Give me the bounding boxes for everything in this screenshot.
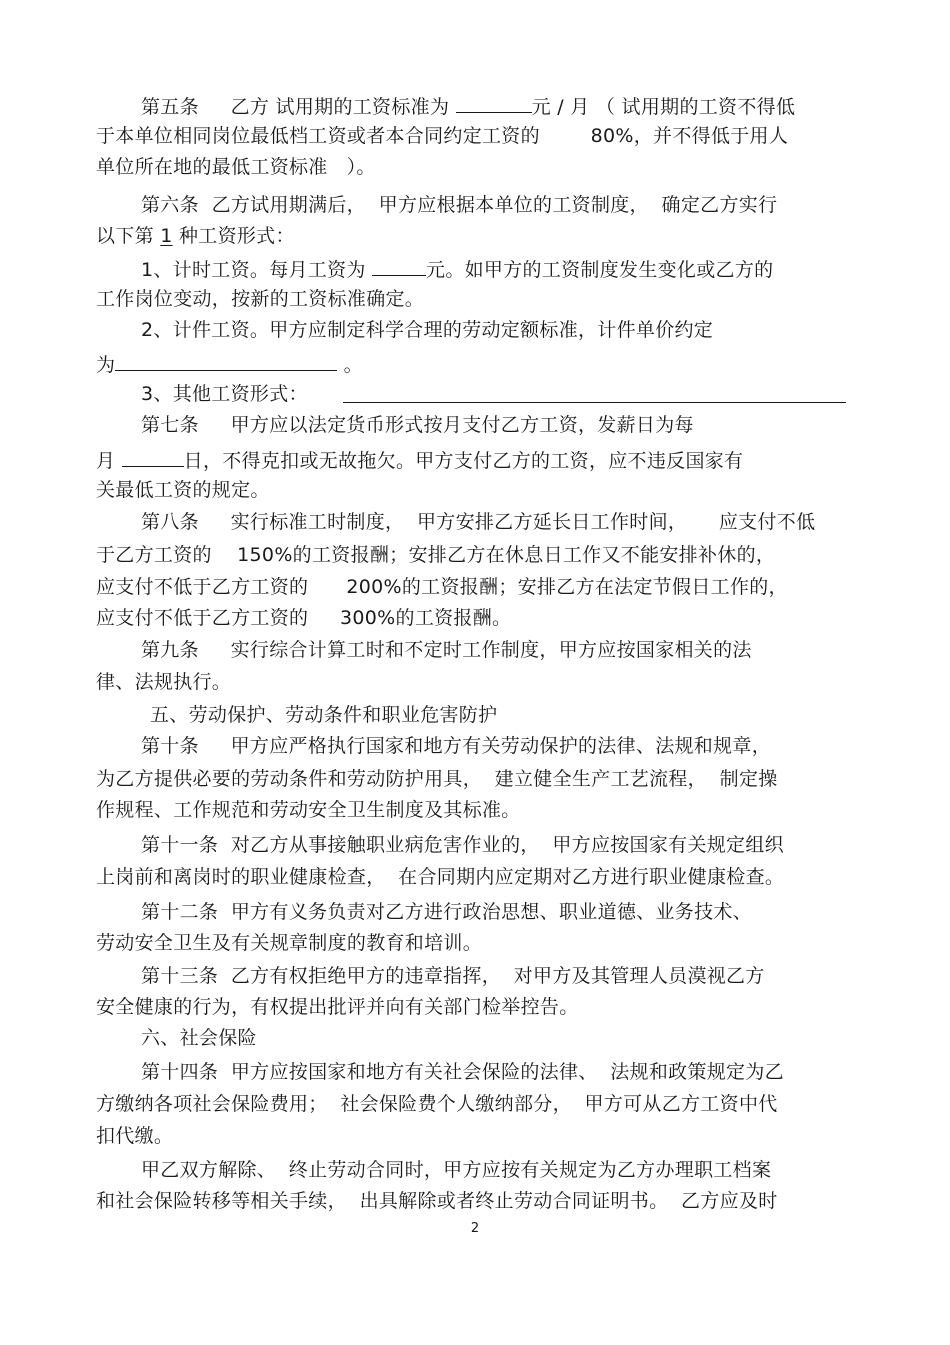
article-10-line-2: 为乙方提供必要的劳动条件和劳动防护用具， 建立健全生产工艺流程， 制定操	[96, 768, 778, 790]
piece-wage-end: 。	[337, 354, 363, 376]
article-13-line-2: 安全健康的行为，有权提出批评并向有关部门检举控告。	[96, 996, 579, 1018]
monthly-wage-blank[interactable]	[372, 255, 426, 276]
piece-wage-line-2	[96, 350, 363, 377]
section-5-heading: 五、劳动保护、劳动条件和职业危害防护	[150, 704, 498, 726]
article-5-line-2: 于本单位相同岗位最低档工资或者本合同约定工资的 80%，并不得低于用人	[96, 125, 789, 147]
hourly-wage-label: 1、计时工资。每月工资为	[141, 259, 373, 281]
article-13-line-1: 第十三条 乙方有权拒绝甲方的违章指挥， 对甲方及其管理人员漠视乙方	[141, 965, 765, 987]
payday-blank[interactable]	[122, 446, 184, 467]
trial-wage-blank[interactable]	[456, 92, 532, 113]
closing-paragraph-line-1: 甲乙双方解除、 终止劳动合同时，甲方应按有关规定为乙方办理职工档案	[141, 1159, 772, 1181]
article-9-line-2: 律、法规执行。	[96, 671, 232, 693]
article-6-text: 以下第	[96, 225, 161, 247]
article-6-line-2	[96, 224, 295, 248]
article-9-line-1: 第九条 实行综合计算工时和不定时工作制度，甲方应按国家相关的法	[141, 639, 752, 661]
page-number: 2	[470, 1221, 480, 1236]
piece-rate-blank[interactable]	[115, 350, 337, 371]
closing-paragraph-line-2: 和社会保险转移等相关手续， 出具解除或者终止劳动合同证明书。 乙方应及时	[96, 1190, 778, 1212]
article-8-line-3: 应支付不低于乙方工资的 200%的工资报酬；安排乙方在法定节假日工作的，	[96, 576, 788, 598]
article-14-line-1: 第十四条 甲方应按国家和地方有关社会保险的法律、 法规和政策规定为乙	[141, 1061, 784, 1083]
piece-wage-label: 为	[96, 354, 116, 376]
article-10-line-3: 作规程、工作规范和劳动安全卫生制度及其标准。	[96, 799, 521, 821]
piece-wage-line: 2、计件工资。甲方应制定科学合理的劳动定额标准，计件单价约定	[141, 319, 714, 341]
article-6-line-1: 第六条 乙方试用期满后， 甲方应根据本单位的工资制度， 确定乙方实行	[141, 194, 778, 216]
article-5-line-3: 单位所在地的最低工资标准 ）。	[96, 156, 376, 178]
article-8-line-1: 第八条 实行标准工时制度， 甲方安排乙方延长日工作时间， 应支付不低	[141, 511, 816, 533]
article-7-line-2	[96, 446, 743, 473]
hourly-wage-text: 元。如甲方的工资制度发生变化或乙方的	[426, 259, 774, 281]
other-wage-blank[interactable]	[343, 402, 846, 403]
article-5-text-cont: 元 / 月 （ 试用期的工资不得低	[531, 96, 796, 118]
other-wage-line	[141, 382, 308, 406]
article-6-text-cont: 种工资形式：	[172, 225, 295, 247]
article-11-line-2: 上岗前和离岗时的职业健康检查， 在合同期内应定期对乙方进行职业健康检查。	[96, 866, 785, 888]
article-8-line-4: 应支付不低于乙方工资的 300%的工资报酬。	[96, 607, 512, 629]
article-12-line-1: 第十二条 甲方有义务负责对乙方进行政治思想、职业道德、业务技术、	[141, 901, 752, 923]
article-14-line-3: 扣代缴。	[96, 1125, 174, 1147]
article-11-line-1: 第十一条 对乙方从事接触职业病危害作业的， 甲方应按国家有关规定组织	[141, 834, 784, 856]
wage-form-choice: 1	[160, 225, 173, 247]
article-7-line-3: 关最低工资的规定。	[96, 479, 270, 501]
hourly-wage-line	[141, 255, 773, 282]
article-7-line-1: 第七条 甲方应以法定货币形式按月支付乙方工资，发薪日为每	[141, 414, 694, 436]
other-wage-label: 3、其他工资形式：	[141, 383, 308, 405]
article-5-line-1	[141, 92, 795, 119]
article-10-line-1: 第十条 甲方应严格执行国家和地方有关劳动保护的法律、法规和规章，	[141, 735, 771, 757]
hourly-wage-line-2: 工作岗位变动，按新的工资标准确定。	[96, 288, 425, 310]
article-7-text-cont: 日，不得克扣或无故拖欠。甲方支付乙方的工资，应不违反国家有	[183, 450, 744, 472]
article-7-text: 月	[96, 450, 122, 472]
article-5-text: 第五条 乙方 试用期的工资标准为	[141, 96, 456, 118]
article-14-line-2: 方缴纳各项社会保险费用； 社会保险费个人缴纳部分， 甲方可从乙方工资中代	[96, 1093, 778, 1115]
section-6-heading: 六、社会保险	[141, 1027, 257, 1049]
article-12-line-2: 劳动安全卫生及有关规章制度的教育和培训。	[96, 932, 483, 954]
article-8-line-2: 于乙方工资的 150%的工资报酬；安排乙方在休息日工作又不能安排补休的，	[96, 544, 776, 566]
